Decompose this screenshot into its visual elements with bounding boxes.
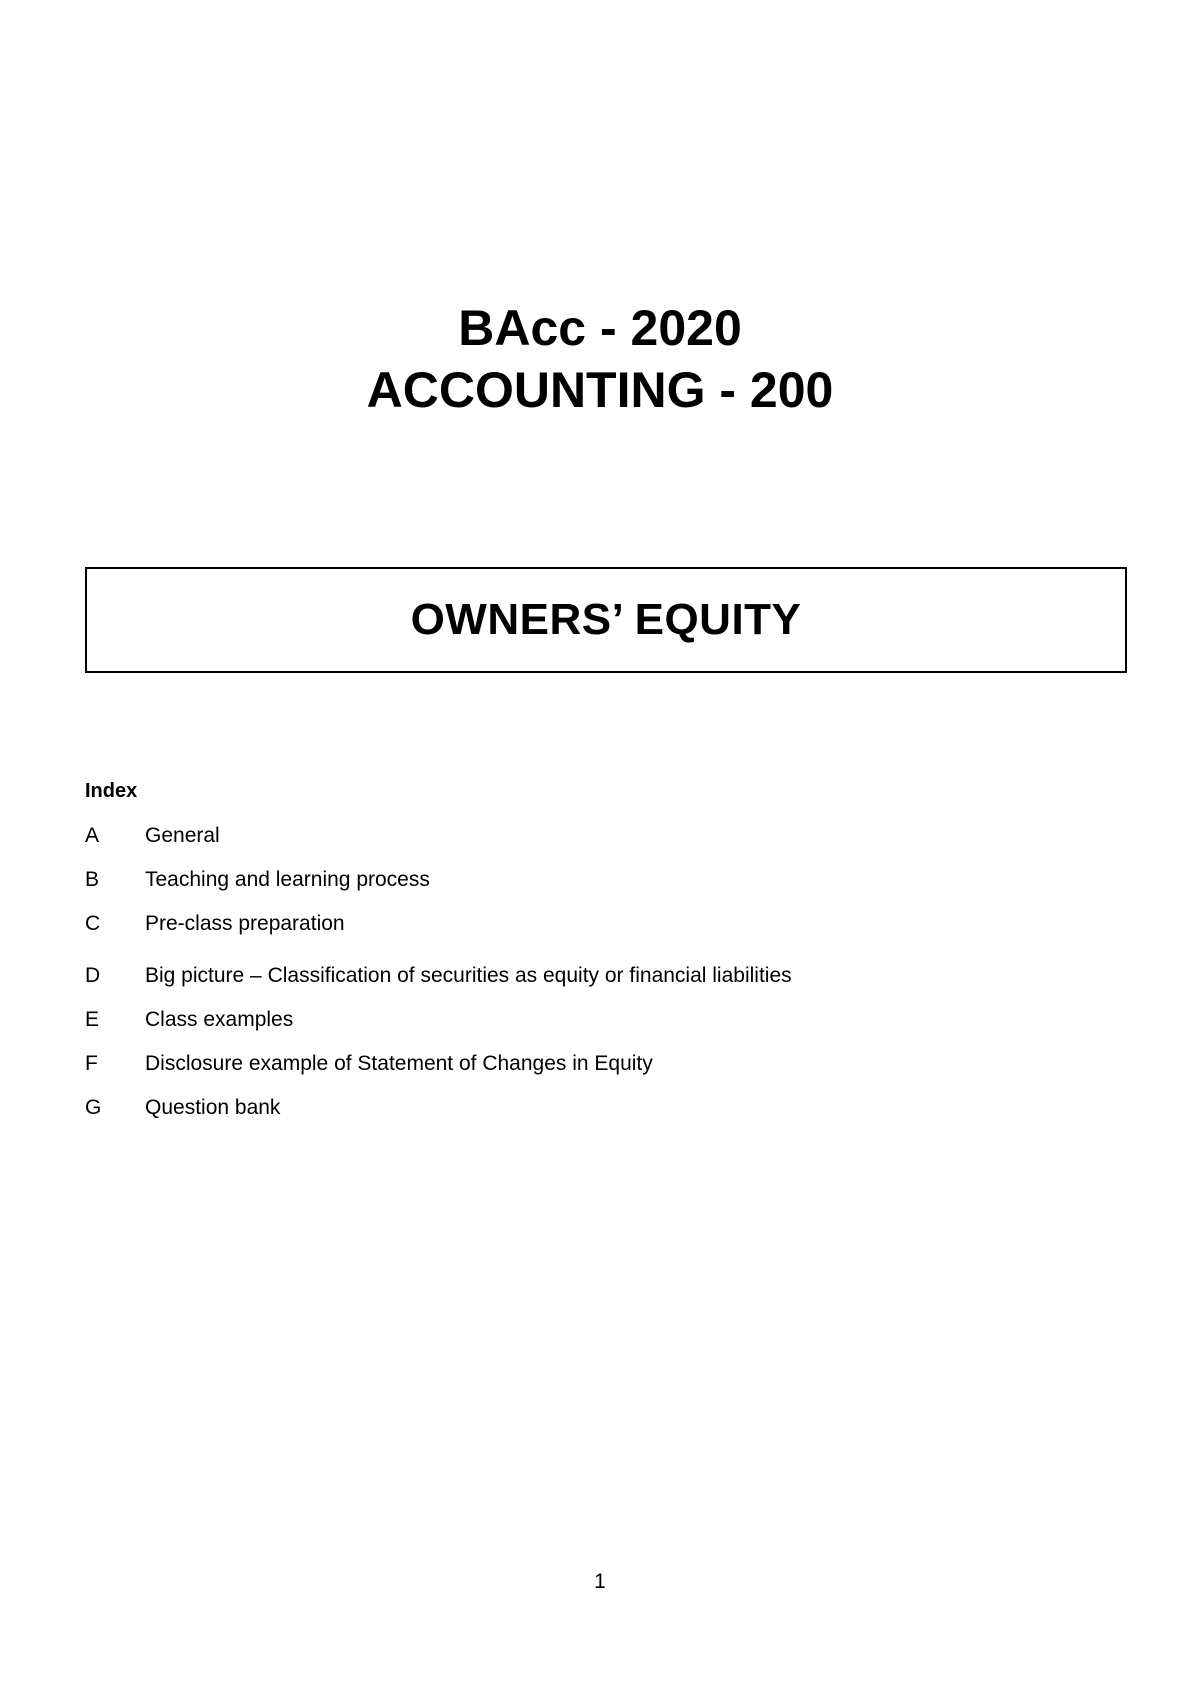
index-text: Class examples (145, 1008, 294, 1031)
index-text: Pre-class preparation (145, 912, 345, 935)
index-letter: C (85, 912, 101, 935)
section-title: OWNERS’ EQUITY (410, 595, 802, 644)
index-letter: F (85, 1052, 98, 1075)
title-line-course: BAcc - 2020 (458, 300, 742, 356)
title-line-module: ACCOUNTING - 200 (366, 362, 834, 418)
index-item-c (85, 912, 345, 936)
index-letter: D (85, 964, 101, 987)
index-letter: A (85, 824, 100, 847)
index-text: Teaching and learning process (145, 868, 430, 891)
index-heading: Index (85, 780, 138, 802)
index-text: Disclosure example of Statement of Changes in Equity (145, 1052, 653, 1075)
page-number: 1 (594, 1570, 606, 1593)
index-item-e (85, 1008, 293, 1032)
index-item-d (85, 964, 792, 988)
index-text: General (145, 824, 220, 847)
index-letter: B (85, 868, 100, 891)
index-item-g (85, 1096, 280, 1120)
index-item-b (85, 868, 430, 892)
index-letter: G (85, 1096, 102, 1119)
index-item-a (85, 824, 220, 848)
index-text: Big picture – Classification of securities as equity or financial liabilities (145, 964, 792, 987)
index-letter: E (85, 1008, 100, 1031)
index-item-f (85, 1052, 653, 1076)
section-title-box (85, 567, 1127, 673)
index-text: Question bank (145, 1096, 281, 1119)
document-title (0, 297, 1200, 421)
